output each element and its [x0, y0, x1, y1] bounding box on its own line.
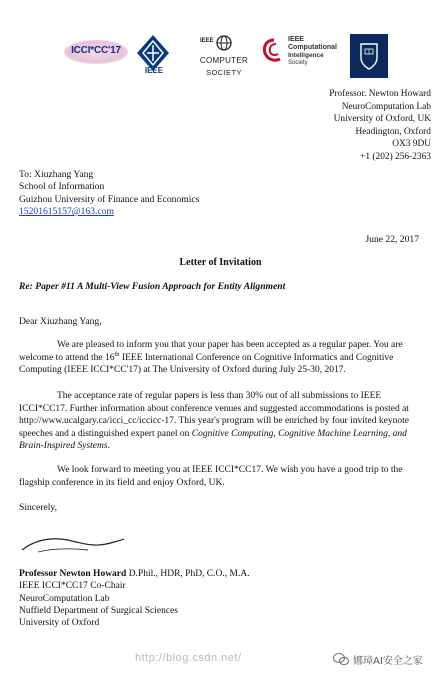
wechat-watermark	[333, 650, 429, 670]
computer-society-line1: COMPUTER	[199, 56, 249, 65]
paragraph-acceptance	[19, 339, 429, 377]
p1-text-b: IEEE International Conference on Cognitive Informatics and Cognitive Computing (IEEE ICCI*CC'17) at The University of Oxford during July 25-30, 2017.	[19, 352, 394, 375]
icci-cc-logo-text: ICCI*CC'17	[71, 45, 121, 56]
salutation: Dear Xiuzhang Yang,	[19, 316, 102, 327]
recipient-to-line: To: Xiuzhang Yang	[19, 169, 94, 180]
recipient-email-link[interactable]: 15201615157@163.com	[19, 206, 114, 218]
signature-block	[19, 568, 250, 629]
signer-lab: NeuroComputation Lab	[19, 593, 110, 604]
signer-university: University of Oxford	[19, 618, 100, 629]
recipient-university: Guizhou University of Finance and Economics	[19, 193, 200, 205]
sender-postcode: OX3 9DU	[392, 139, 431, 149]
cis-line1: Computational	[288, 44, 337, 51]
closing: Sincerely,	[19, 502, 58, 513]
cs-ieee-mark: IEEE	[200, 38, 214, 44]
cis-line3: Society	[288, 60, 308, 66]
p2-italic-topics: Cognitive Computing, Cognitive Machine Learning, and Brain-Inspired Systems	[19, 428, 407, 451]
signer-name: Professor Newton Howard	[19, 569, 127, 579]
recipient-block	[19, 169, 199, 219]
cis-swirl-icon	[262, 38, 286, 64]
icci-cc-logo	[64, 40, 128, 64]
computer-society-line2: SOCIETY	[206, 68, 242, 77]
cis-line2: Intelligence	[288, 52, 324, 59]
sender-university: University of Oxford, UK	[333, 114, 431, 124]
handwritten-signature	[18, 522, 126, 568]
globe-icon	[216, 34, 232, 54]
sender-address	[329, 88, 431, 163]
p2-text-end: .	[107, 441, 110, 451]
sender-lab: NeuroComputation Lab	[341, 101, 431, 112]
sender-phone: +1 (202) 256-2363	[360, 151, 431, 162]
sender-name: Professor. Newton Howard	[329, 89, 431, 99]
cis-brand: IEEE	[288, 36, 304, 43]
computer-society-logo	[194, 34, 254, 80]
p3-text: We look forward to meeting you at IEEE ICCI*CC17. We wish you have a good trip to the flagship conference in its field and enjoy Oxford, UK.	[19, 465, 403, 488]
p2-text-a: The acceptance rate of regular papers is less than 30% out of all submissions to IEEE ICCI*CC17. Further information about conference venues and suggested accommodations is posted at http://www.ucalgary.ca/icci_cc/iccicc-17. This year's program will be enriched by four invited keynote speeches and a distinguished expert panel on	[19, 391, 409, 439]
blog-watermark: http://blog.csdn.net/	[135, 652, 242, 664]
computational-intelligence-logo	[262, 36, 337, 76]
signer-role: IEEE ICCI*CC17 Co-Chair	[19, 581, 126, 592]
signer-dept: Nuffield Department of Surgical Sciences	[19, 605, 178, 616]
paragraph-closing	[19, 464, 429, 489]
ieee-logo-label: IEEE	[144, 66, 164, 75]
oxford-crest-logo	[350, 34, 388, 78]
p1-superscript: th	[114, 350, 120, 358]
letter-title: Letter of Invitation	[179, 257, 262, 268]
letter-subject: Re: Paper #11 A Multi-View Fusion Approach for Entity Alignment	[19, 281, 286, 292]
p1-text-a: We are pleased to inform you that your paper has been accepted as a regular paper. You are welcome to attend the 16	[19, 340, 403, 363]
sender-street: Headington, Oxford	[355, 126, 431, 137]
paragraph-program	[19, 390, 429, 453]
letter-date: June 22, 2017	[365, 234, 419, 245]
recipient-school: School of Information	[19, 181, 105, 193]
signer-credentials: D.Phil., HDR, PhD, C.O., M.A.	[126, 569, 250, 579]
logo-row	[0, 0, 441, 82]
wechat-icon	[333, 652, 349, 666]
wechat-watermark-text: 娜璋AI安全之家	[353, 656, 423, 667]
